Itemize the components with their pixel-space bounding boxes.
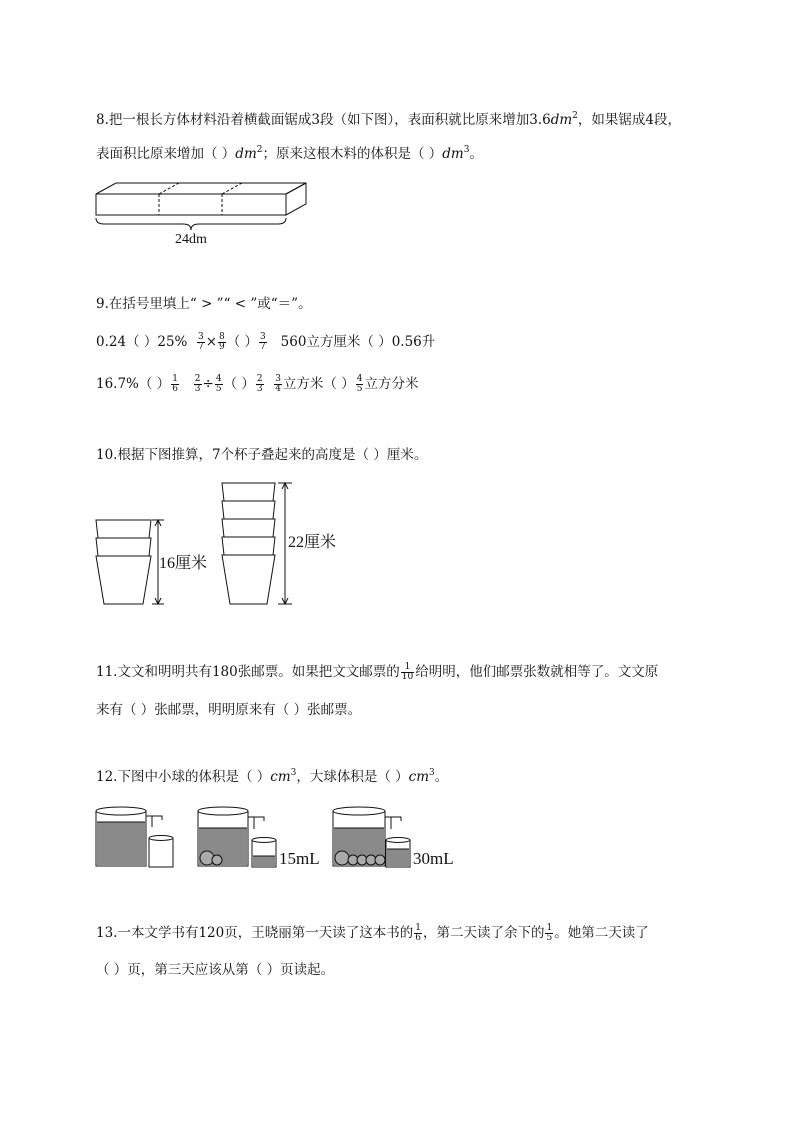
q8-line-1: 8.把一根长方体材料沿着横截面锯成3段（如下图），表面积就比原来增加$3.6dm^2$，如果锯成4段， xyxy=(96,111,681,128)
q13-line-2: （ ）页，第三天应该从第（ ）页读起。 xyxy=(96,962,335,978)
fraction: $\frac{3}{7}$ xyxy=(260,332,266,352)
fraction: $\frac{3}{7}$ xyxy=(197,332,204,352)
q11-line-2: 来有（ ）张邮票，明明原来有（ ）张邮票。 xyxy=(96,702,362,718)
q13-line-1: 13.一本文学书有120页，王晓丽第一天读了这本书的 $\frac{1}{6}$ ，第二天读了余下的 $\frac{1}{5}$ 。她第二天读了 xyxy=(96,923,649,943)
height-label-right: 22厘米 xyxy=(288,534,337,551)
fraction: $\frac{3}{4}$ xyxy=(275,374,281,394)
q12-text: 12.下图中小球的体积是（ ）$cm^3$，大球体积是（ ）$cm^3$。 xyxy=(96,768,449,785)
fraction: $\frac{4}{5}$ xyxy=(356,374,363,394)
height-label-left: 16厘米 xyxy=(159,555,208,572)
q9-row-1: 0.24（ ）25% $\frac{3}{7}$ × $\frac{8}{9}$ （ ） $\frac{3}{7}$ 560立方厘米（ ）0.56升 xyxy=(96,332,436,352)
fraction: $\frac{1}{6}$ xyxy=(172,374,178,394)
q9-row-2: 16.7%（ ） $\frac{1}{6}$ $\frac{2}{3}$ ÷ $\frac{4}{5}$ （ ） $\frac{2}{3}$ $\frac{3}{4}$ 立方米（ ） $\frac{4}{5}$ 立方分米 xyxy=(96,374,419,394)
fraction: $\frac{2}{3}$ xyxy=(194,374,201,394)
volume-label-15: 15mL xyxy=(279,849,320,868)
volume-label-30: 30mL xyxy=(413,849,454,868)
fraction: $\frac{2}{3}$ xyxy=(256,374,263,394)
fraction: $\frac{1}{10}$ xyxy=(401,662,414,682)
q8-line-2: 表面积比原来增加（ ）$dm^2$；原来这根木料的体积是（ ）$dm^3$。 xyxy=(96,145,483,162)
length-label: 24dm xyxy=(175,232,207,247)
unit-dm: dm xyxy=(550,112,573,128)
q9-title: 9.在括号里填上“ > ”“ < ”或“＝”。 xyxy=(96,296,312,312)
fraction: $\frac{8}{9}$ xyxy=(219,332,225,352)
fraction: $\frac{1}{5}$ xyxy=(546,923,553,943)
fraction: $\frac{4}{5}$ xyxy=(215,374,222,394)
q10-text: 10.根据下图推算，7个杯子叠起来的高度是（ ）厘米。 xyxy=(96,447,428,463)
q11-line-1: 11.文文和明明共有180张邮票。如果把文文邮票的 $\frac{1}{10}$ 给明明，他们邮票张数就相等了。文文原 xyxy=(96,662,659,682)
fraction: $\frac{1}{6}$ xyxy=(415,923,421,943)
